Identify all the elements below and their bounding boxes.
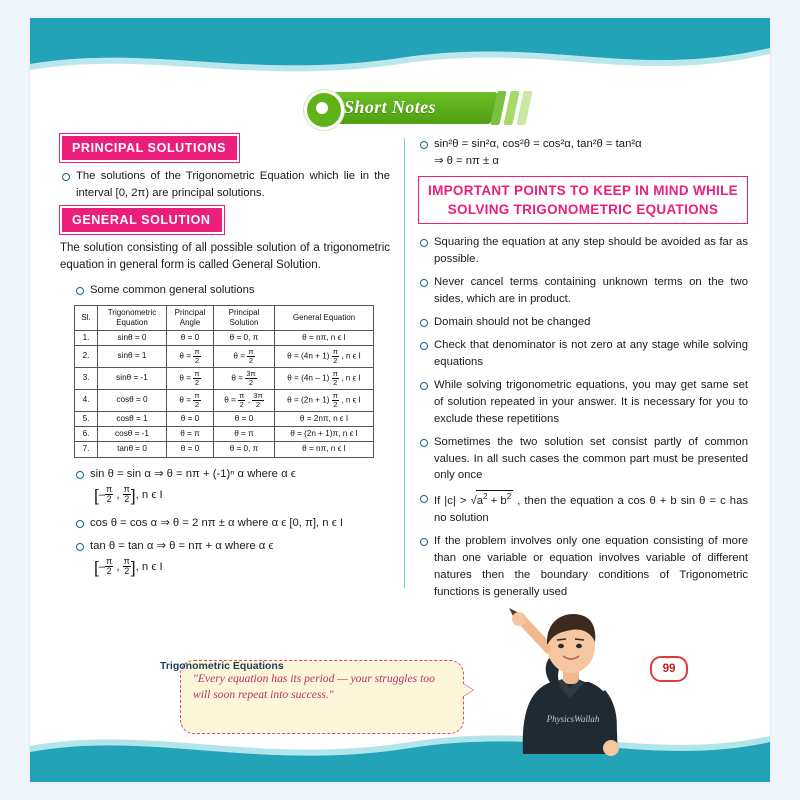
heading-principal-solutions: PRINCIPAL SOLUTIONS [62,136,237,160]
left-column [60,136,390,587]
cell-sol: θ = 0 [214,411,275,426]
cell-gen: θ = nπ, n ϵ I [275,330,374,345]
teacher-illustration [485,602,650,762]
list-item [74,538,390,581]
cell-eq: cosθ = 0 [98,389,167,411]
cell-sl: 3. [75,367,98,389]
table-row [75,411,374,426]
table-row [75,330,374,345]
cell-angle: θ = 0 [167,330,214,345]
list-item: The solutions of the Trigonometric Equation which lie in the interval [0, 2π) are principal solutions. [60,168,390,202]
cell-eq: cosθ = -1 [98,427,167,442]
table-row [75,442,374,457]
list-item: If the problem involves only one equation consisting of more than one variable or equation involves variable of different natures then the boundary conditions of Trigonometric functions is generally used [418,533,748,601]
cell-angle: θ = 0 [167,442,214,457]
cell-gen: θ = (2n + 1) $\frac{\pi}{2}$ , n ϵ I [275,389,374,411]
identity-line-2: ⇒ θ = nπ ± α [434,154,499,167]
general-solutions-table [74,305,374,458]
table-row [75,367,374,389]
table-row [75,389,374,411]
cell-sl: 5. [75,411,98,426]
footer-chapter-label: Trigonometric Equations [160,660,284,672]
general-result-list [74,466,390,582]
cell-sl: 7. [75,442,98,457]
ribbon-stripes-icon [494,91,534,125]
cell-eq: tanθ = 0 [98,442,167,457]
column-divider [404,138,405,588]
svg-text:PhysicsWallah: PhysicsWallah [546,714,600,724]
cell-gen: θ = nπ, n ϵ I [275,442,374,457]
identity-line-1: sin²θ = sin²α, cos²θ = cos²α, tan²θ = tan²α [434,138,642,150]
cell-gen: θ = 2nπ, n ϵ I [275,411,374,426]
cell-angle: θ = 0 [167,411,214,426]
heading-important-points: IMPORTANT POINTS TO KEEP IN MIND WHILE SOLVING TRIGONOMETRIC EQUATIONS [418,176,748,224]
cell-angle: θ = $\frac{\pi}{2}$ [167,346,214,368]
ring-icon [304,90,344,130]
two-column-body [30,136,770,606]
cell-sol: θ = 0, π [214,330,275,345]
general-solution-paragraph: The solution consisting of all possible solution of a trigonometric equation in general form is called General Solution. [60,241,390,272]
short-notes-title: Short Notes [344,97,436,117]
important-points-list [418,234,748,601]
list-item: Domain should not be changed [418,314,748,331]
principal-solution-list [60,168,390,202]
list-item: Never cancel terms containing unknown terms on the two sides, which are in product. [418,274,748,308]
top-decorative-band [30,18,770,80]
interval-3: [– $\frac{\pi}{2}$ , $\frac{\pi}{2}$ ], n ϵ I [94,555,163,577]
cell-eq: sinθ = -1 [98,367,167,389]
top-identity-list [418,136,748,170]
list-item: Some common general solutions [74,282,390,299]
page-sheet [30,18,770,782]
th-principal-angle: Principal Angle [167,305,214,330]
list-item: Squaring the equation at any step should be avoided as far as possible. [418,234,748,268]
cell-gen: θ = (2n + 1)π, n ϵ I [275,427,374,442]
general-solution-bullet [74,282,390,299]
list-item: If |c| > √ $a^2 + b^2$ , then the equation a cos θ + b sin θ = c has no solution [418,490,748,527]
list-item: Check that denominator is not zero at any stage while solving equations [418,337,748,371]
cell-eq: sinθ = 1 [98,346,167,368]
cell-sl: 1. [75,330,98,345]
table-row [75,346,374,368]
result-text-3: tan θ = tan α ⇒ θ = nπ + α where α ϵ [90,539,274,552]
list-item: While solving trigonometric equations, you may get same set of solution repeated in your answer. It is necessary for you to exclude these repetitions [418,377,748,428]
table-row [75,427,374,442]
cell-angle: θ = π [167,427,214,442]
cell-sl: 2. [75,346,98,368]
right-column [418,136,748,607]
th-equation: Trigonometric Equation [98,305,167,330]
table-header-row [75,305,374,330]
th-principal-solution: Principal Solution [214,305,275,330]
th-general-equation: General Equation [275,305,374,330]
short-notes-header [298,88,528,130]
heading-general-solution: GENERAL SOLUTION [62,208,222,232]
cell-eq: sinθ = 0 [98,330,167,345]
cell-angle: θ = $\frac{\pi}{2}$ [167,389,214,411]
cell-sol: θ = $\frac{\pi}{2}$ [214,346,275,368]
page-number-badge: 99 [650,656,688,682]
cell-sol: θ = 0, π [214,442,275,457]
page-content [30,74,770,734]
interval-1: [– $\frac{\pi}{2}$ , $\frac{\pi}{2}$ ], n ϵ I [94,483,163,505]
cell-sol: θ = π [214,427,275,442]
cell-sl: 6. [75,427,98,442]
cell-gen: θ = (4n + 1) $\frac{\pi}{2}$ , n ϵ I [275,346,374,368]
cell-sol: θ = $\frac{\pi}{2}$ , $\frac{3\pi}{2}$ [214,389,275,411]
cell-angle: θ = $\frac{\pi}{2}$ [167,367,214,389]
cell-gen: θ = (4n – 1) $\frac{\pi}{2}$ , n ϵ I [275,367,374,389]
quote-bubble: "Every equation has its period — your struggles too will soon repeat into success." [180,660,464,734]
cell-sl: 4. [75,389,98,411]
cell-sol: θ = $\frac{3\pi}{2}$ [214,367,275,389]
list-item [74,466,390,509]
list-item: cos θ = cos α ⇒ θ = 2 nπ ± α where α ϵ [0, π], n ϵ I [74,515,390,532]
list-item [418,136,748,170]
th-sl: Sl. [75,305,98,330]
result-text-1: sin θ = sin α ⇒ θ = nπ + (-1)ⁿ α where α ϵ [90,467,296,480]
list-item: Sometimes the two solution set consist partly of common values. In all such cases the common part must be presented only once [418,434,748,485]
cell-eq: cosθ = 1 [98,411,167,426]
